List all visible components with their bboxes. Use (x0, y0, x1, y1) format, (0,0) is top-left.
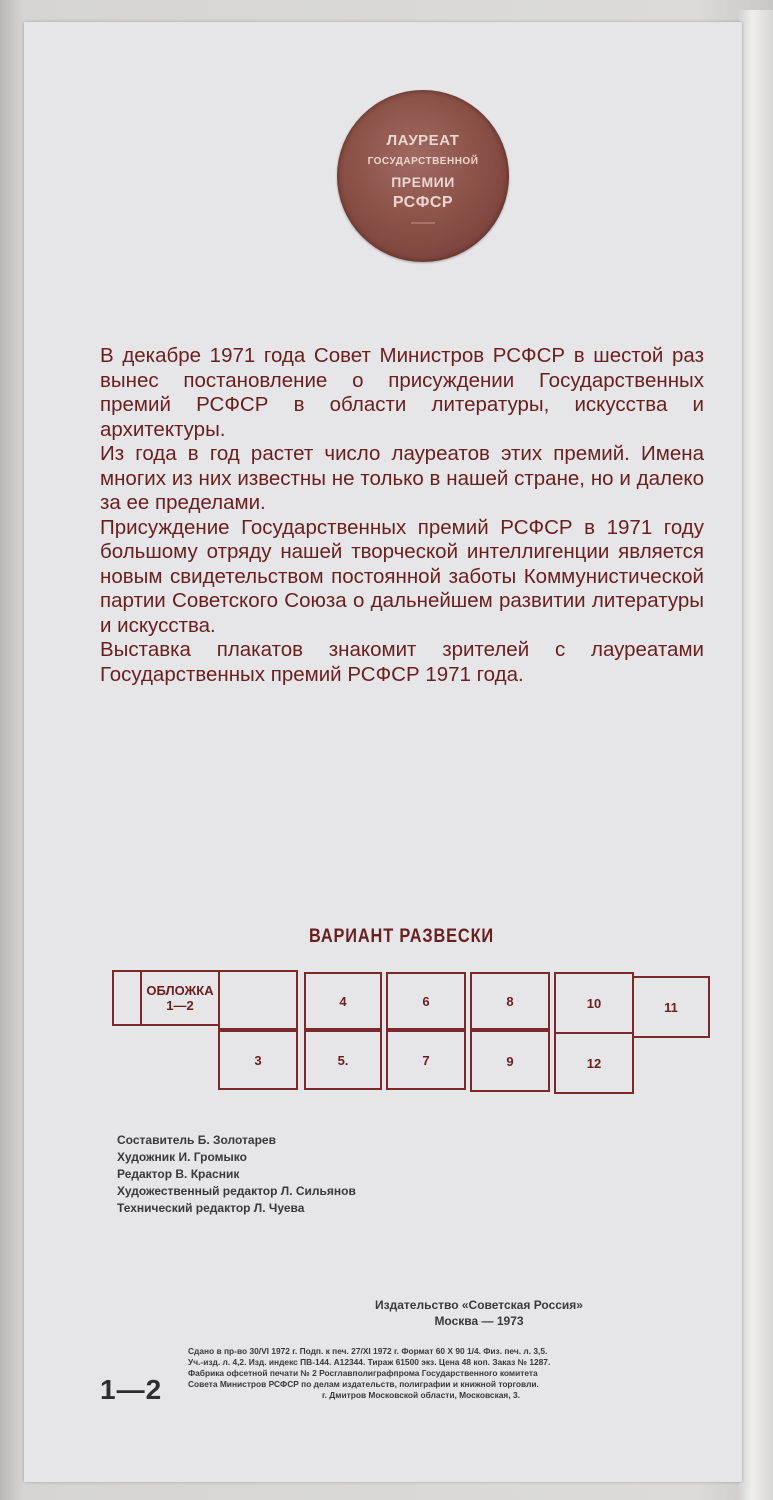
intro-paragraph: Из года в год растет число лауреатов этих премий. Имена многих из них известны не только в нашей стране, но и далеко за ее пределами. (100, 442, 704, 514)
sheet-cell (386, 1030, 466, 1090)
intro-paragraph: Выставка плакатов знакомит зрителей с лауреатами Государственных премий РСФСР 1971 года. (100, 638, 704, 686)
medal-line-1: ЛАУРЕАТ (386, 132, 460, 149)
blank-cell (218, 970, 298, 1030)
sheet-cell (470, 972, 550, 1030)
sheet-cell (304, 972, 382, 1030)
medal-line-4: РСФСР (392, 194, 454, 211)
medal-line-2: ГОСУДАРСТВЕННОЙ (367, 156, 479, 167)
imprint-line: Совета Министров РСФСР по делам издательств, полиграфии и книжной торговли. (188, 1379, 539, 1389)
cover-pages: 1—2 (166, 998, 194, 1013)
imprint-line: г. Дмитров Московской области, Московская, 3. (322, 1390, 520, 1400)
credit-line: Технический редактор Л. Чуева (117, 1201, 305, 1215)
intro-text (100, 344, 704, 687)
page-edge-strip (738, 10, 773, 1500)
intro-paragraph: В декабре 1971 года Совет Министров РСФСР в шестой раз вынес постановление о присуждении Государственных премий РСФСР в области литературы, искусства и архитектуры. (100, 344, 704, 441)
publisher-block (344, 1297, 614, 1329)
sheet-number: 11 (664, 999, 678, 1015)
imprint-line: Уч.-изд. л. 4,2. Изд. индекс ПВ-144. А12344. Тираж 61500 экз. Цена 48 коп. Заказ № 1287. (188, 1357, 551, 1367)
sheet-number: 3 (254, 1052, 262, 1068)
credit-line: Художник И. Громыко (117, 1150, 247, 1164)
sheet-cell (554, 1032, 634, 1094)
intro-paragraph: Присуждение Государственных премий РСФСР в 1971 году большому отряду нашей творческой интеллигенции является новым свидетельством постоянной заботы Коммунистической партии Советского Союза о дальнейшем развитии литературы и искусства. (100, 515, 704, 637)
imprint-line: Сдано в пр-во 30/VI 1972 г. Подп. к печ. 27/XI 1972 г. Формат 60 Х 90 1/4. Физ. печ. л. 3,5. (188, 1346, 548, 1356)
imprint-line: Фабрика офсетной печати № 2 Росглавполиграфпрома Государственного комитета (188, 1368, 538, 1378)
sheet-number: 10 (586, 995, 602, 1011)
hanging-layout-title: ВАРИАНТ РАЗВЕСКИ (309, 926, 495, 947)
cover-label: ОБЛОЖКА (146, 983, 214, 998)
sheet-cell (632, 976, 710, 1038)
sheet-cell (304, 1030, 382, 1090)
sheet-cell (554, 972, 634, 1034)
sheet-cell (218, 1030, 298, 1090)
publisher-name: Издательство «Советская Россия» (375, 1298, 583, 1312)
cover-spine-cell (112, 970, 142, 1026)
sheet-number: 5. (337, 1052, 349, 1068)
sheet-number: 9 (506, 1053, 514, 1069)
sheet-number: 4 (339, 993, 347, 1009)
publisher-city-year: Москва — 1973 (434, 1314, 524, 1328)
medal-mark (411, 222, 435, 224)
page-number: 1—2 (100, 1374, 163, 1405)
credit-line: Составитель Б. Золотарев (117, 1133, 276, 1147)
sheet-number: 6 (422, 993, 430, 1009)
sheet-number: 12 (586, 1055, 602, 1071)
medal-line-3: ПРЕМИИ (391, 174, 455, 190)
credits-block (117, 1132, 356, 1217)
imprint-block (188, 1346, 738, 1401)
laureate-medal-emblem (337, 90, 509, 262)
sheet-cell (386, 972, 466, 1030)
sheet-number: 8 (506, 993, 514, 1009)
credit-line: Художественный редактор Л. Сильянов (117, 1184, 356, 1198)
sheet-cell (470, 1030, 550, 1092)
sheet-number: 7 (422, 1052, 430, 1068)
cover-cell (140, 970, 220, 1026)
credit-line: Редактор В. Красник (117, 1167, 240, 1181)
